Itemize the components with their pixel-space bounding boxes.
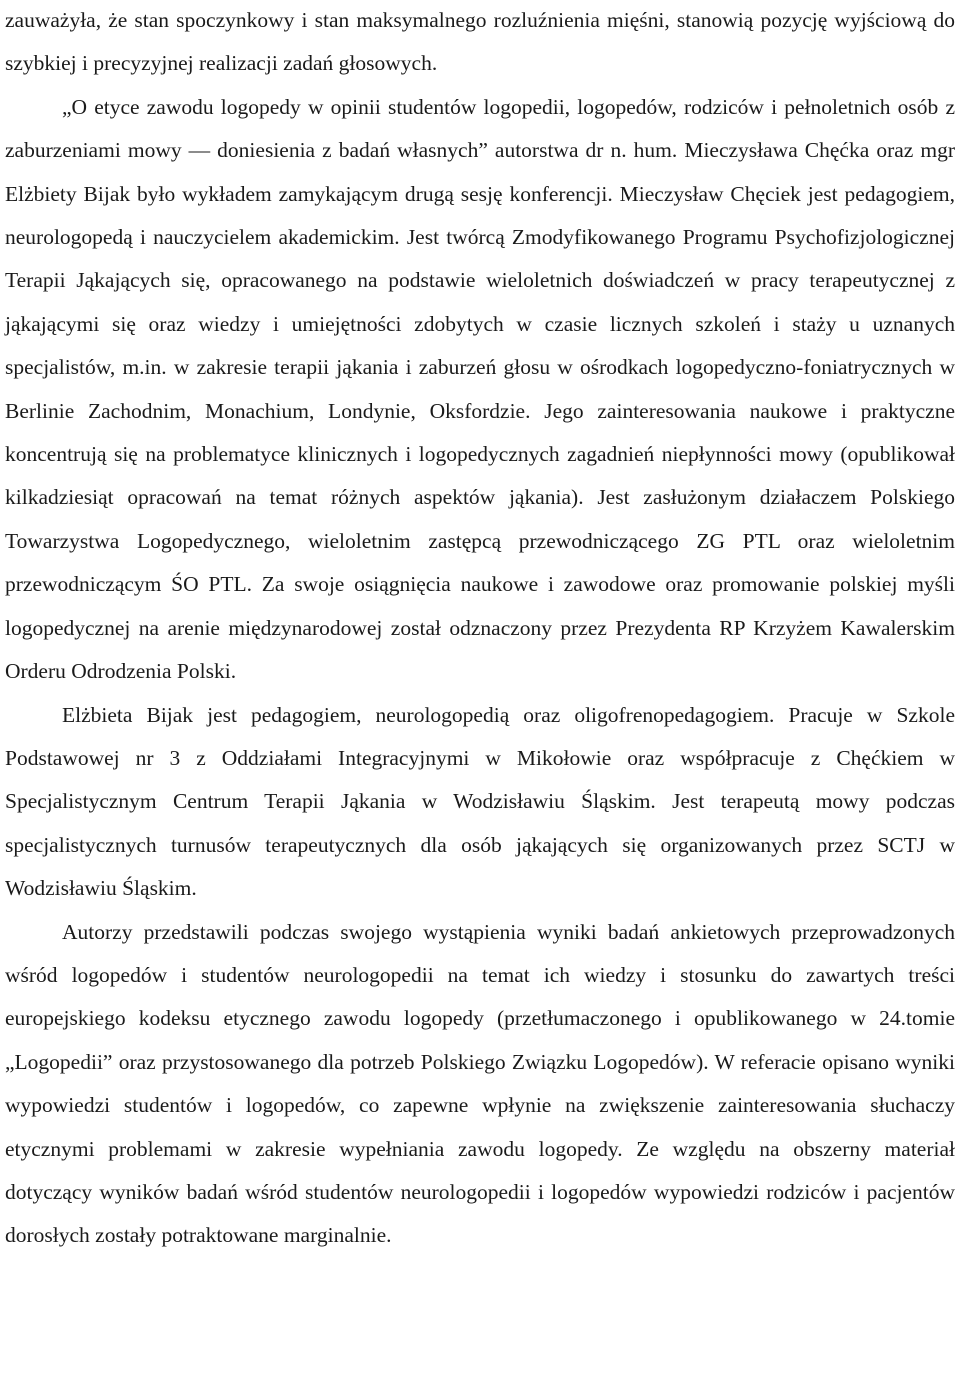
paragraph: „O etyce zawodu logopedy w opinii studentów logopedii, logopedów, rodziców i pełnoletnich osób z zaburzeniami mowy — doniesienia z badań własnych” autorstwa dr n. hum. Mieczysława Chęćka oraz mgr Elżbiety Bijak było wykładem zamykającym drugą sesję konferencji. Mieczysław Chęciek jest pedagogiem, neurologopedą i nauczycielem akademickim. Jest twórcą Zmodyfikowanego Programu Psychofizjologicznej Terapii Jąkających się, opracowanego na podstawie wieloletnich doświadczeń w pracy terapeutycznej z jąkającymi się oraz wiedzy i umiejętności zdobytych w czasie licznych szkoleń i staży u uznanych specjalistów, m.in. w zakresie terapii jąkania i zaburzeń głosu w ośrodkach logopedyczno-foniatrycznych w Berlinie Zachodnim, Monachium, Londynie, Oksfordzie. Jego zainteresowania naukowe i praktyczne koncentrują się na problematyce klinicznych i logopedycznych zagadnień niepłynności mowy (opublikował kilkadziesiąt opracowań na temat różnych aspektów jąkania). Jest zasłużonym działaczem Polskiego Towarzystwa Logopedycznego, wieloletnim zastępcą przewodniczącego ZG PTL oraz wieloletnim przewodniczącym ŚO PTL. Za swoje osiągnięcia naukowe i zawodowe oraz promowanie polskiej myśli logopedycznej na arenie międzynarodowej został odznaczony przez Prezydenta RP Krzyżem Kawalerskim Orderu Odrodzenia Polski. bbox=[5, 94, 955, 684]
paragraph: Elżbieta Bijak jest pedagogiem, neurologopedią oraz oligofrenopedagogiem. Pracuje w Szkole Podstawowej nr 3 z Oddziałami Integracyjnymi w Mikołowie oraz współpracuje z Chęćkiem w Specjalistycznym Centrum Terapii Jąkania w Wodzisławiu Śląskim. Jest terapeutą mowy podczas specjalistycznych turnusów terapeutycznych dla osób jąkających się organizowanych przez SCTJ w Wodzisławiu Śląskim. bbox=[5, 702, 955, 901]
paragraph: zauważyła, że stan spoczynkowy i stan maksymalnego rozluźnienia mięśni, stanowią pozycję wyjściową do szybkiej i precyzyjnej realizacji zadań głosowych. bbox=[5, 8, 955, 76]
paragraph: Autorzy przedstawili podczas swojego wystąpienia wyniki badań ankietowych przeprowadzonych wśród logopedów i studentów neurologopedii na temat ich wiedzy i stosunku do zawartych treści europejskiego kodeksu etycznego zawodu logopedy (przetłumaczonego i opublikowanego w 24.tomie „Logopedii” oraz przystosowanego dla potrzeb Polskiego Związku Logopedów). W referacie opisano wyniki wypowiedzi studentów i logopedów, co zapewne wpłynie na zwiększenie zainteresowania słuchaczy etycznymi problemami w zakresie wypełniania zawodu logopedy. Ze względu na obszerny materiał dotyczący wyników badań wśród studentów neurologopedii i logopedów wypowiedzi rodziców i pacjentów dorosłych zostały potraktowane marginalnie. bbox=[5, 919, 955, 1248]
document-page bbox=[5, 0, 955, 1258]
